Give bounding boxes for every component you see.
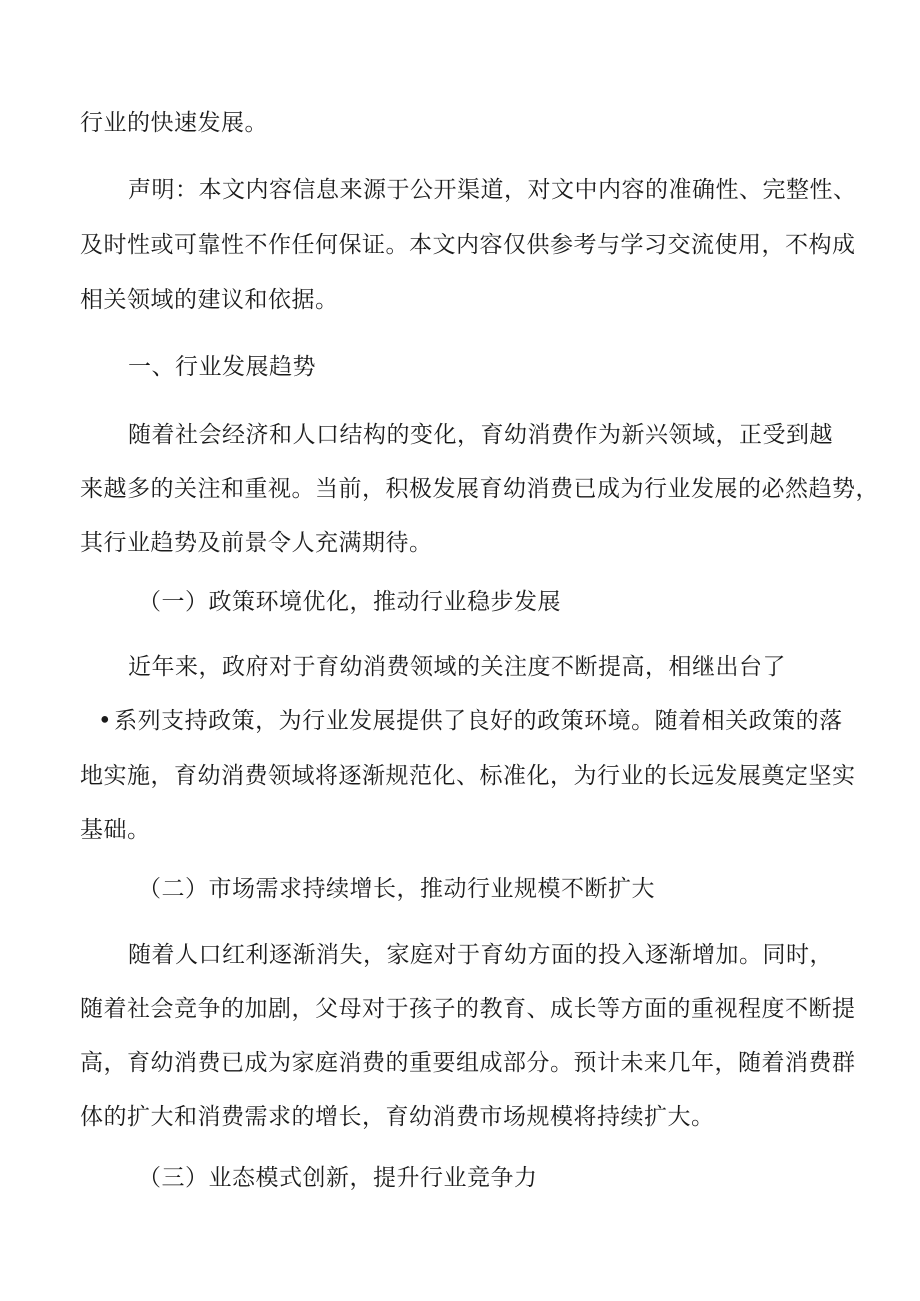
paragraph-line: 行业的快速发展。 <box>80 110 268 136</box>
paragraph-line: 其行业趋势及前景令人充满期待。 <box>80 530 433 556</box>
paragraph-line: 随着社会竞争的加剧，父母对于孩子的教育、成长等方面的重视程度不断提 <box>80 996 856 1022</box>
section-heading: 一、行业发展趋势 <box>128 354 316 380</box>
paragraph-line: 体的扩大和消费需求的增长，育幼消费市场规模将持续扩大。 <box>80 1104 715 1130</box>
subsection-heading: （一）政策环境优化，推动行业稳步发展 <box>138 589 561 615</box>
paragraph-line: 随着人口红利逐渐消失，家庭对于育幼方面的投入逐渐增加。同时， <box>128 942 833 968</box>
subsection-heading: （三）业态模式创新，提升行业竞争力 <box>138 1165 538 1191</box>
bullet-icon: • <box>98 708 113 734</box>
paragraph-line: 地实施，育幼消费领域将逐渐规范化、标准化，为行业的长远发展奠定坚实 <box>80 763 856 789</box>
paragraph-line: 随着社会经济和人口结构的变化，育幼消费作为新兴领域，正受到越 <box>128 422 833 448</box>
paragraph-line: 近年来，政府对于育幼消费领域的关注度不断提高，相继出台了 <box>128 654 786 680</box>
bullet-line <box>98 706 843 736</box>
paragraph-line: 系列支持政策，为行业发展提供了良好的政策环境。随着相关政策的落 <box>114 708 843 734</box>
paragraph-line: 基础。 <box>80 817 151 843</box>
paragraph-line: 来越多的关注和重视。当前，积极发展育幼消费已成为行业发展的必然趋势， <box>80 476 879 502</box>
disclaimer-line: 及时性或可靠性不作任何保证。本文内容仅供参考与学习交流使用，不构成 <box>80 232 856 258</box>
subsection-heading: （二）市场需求持续增长，推动行业规模不断扩大 <box>138 876 655 902</box>
disclaimer-line: 声明：本文内容信息来源于公开渠道，对文中内容的准确性、完整性、 <box>128 177 857 203</box>
paragraph-line: 高，育幼消费已成为家庭消费的重要组成部分。预计未来几年，随着消费群 <box>80 1050 856 1076</box>
disclaimer-line: 相关领域的建议和依据。 <box>80 287 339 313</box>
